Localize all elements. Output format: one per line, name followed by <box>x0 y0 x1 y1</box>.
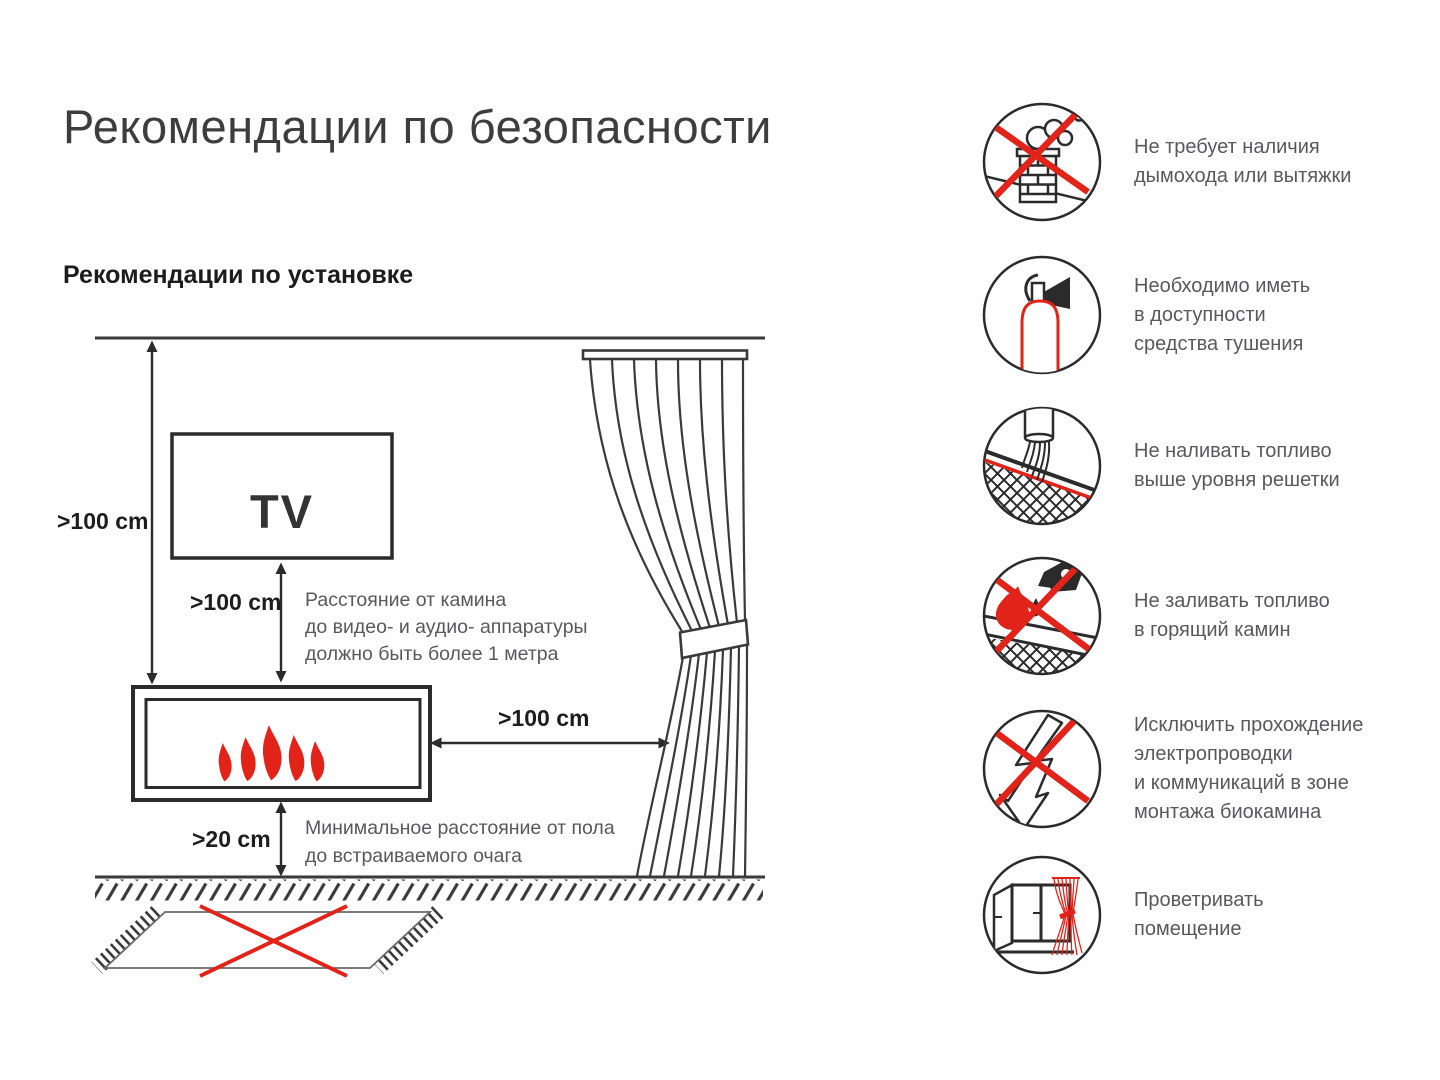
safety-item-no-refuel-burning <box>978 552 1330 680</box>
dimension-arrow-tv <box>276 563 287 683</box>
safety-item-fuel-level <box>978 402 1340 530</box>
dim-label-curtain: >100 cm <box>498 705 590 731</box>
svg-text:Расстояние от камина: Расстояние от камина <box>305 589 507 611</box>
safety-text: Исключить прохождение электропроводки и коммуникаций в зоне монтажа биокамина <box>1134 714 1364 823</box>
page-title: Рекомендации по безопасности <box>63 100 772 153</box>
safety-item-ventilate <box>978 851 1264 979</box>
floor-hatching <box>95 880 763 901</box>
no-wiring-icon <box>978 705 1106 833</box>
svg-text:должно быть более 1 метра: должно быть более 1 метра <box>305 643 559 665</box>
dim-label-floor: >20 cm <box>192 826 271 852</box>
section-title: Рекомендации по установке <box>63 261 414 289</box>
safety-text: Необходимо иметь в доступности средства тушения <box>1134 274 1311 355</box>
safety-text: Проветривать помещение <box>1134 889 1264 940</box>
tv-label: TV <box>249 485 315 538</box>
svg-text:до встраиваемого очага: до встраиваемого очага <box>305 845 523 867</box>
safety-text: Не наливать топливо выше уровня решетки <box>1134 440 1340 491</box>
safety-item-extinguisher <box>978 251 1310 379</box>
fireplace <box>133 687 430 800</box>
floor-note <box>305 817 615 867</box>
ventilate-icon <box>978 851 1106 979</box>
extinguisher-body <box>1022 301 1058 373</box>
no-refuel-burning-icon <box>978 552 1106 680</box>
curtain <box>583 351 748 877</box>
safety-item-no-chimney <box>978 98 1351 226</box>
dimension-arrow-floor <box>276 802 287 877</box>
fuel-level-icon <box>978 402 1106 530</box>
dimension-arrow-curtain <box>430 738 670 749</box>
extinguisher-icon <box>978 251 1106 379</box>
dim-label-tv: >100 cm <box>190 589 282 615</box>
svg-text:до видео- и аудио- аппаратуры: до видео- и аудио- аппаратуры <box>305 616 588 638</box>
tv-note <box>305 589 588 665</box>
no-chimney-icon <box>978 98 1106 226</box>
safety-item-no-wiring <box>978 705 1363 833</box>
dim-label-ceiling: >100 cm <box>57 508 149 534</box>
svg-text:Минимальное расстояние от пола: Минимальное расстояние от пола <box>305 817 615 839</box>
safety-text: Не требует наличия дымохода или вытяжки <box>1134 136 1352 187</box>
safety-text: Не заливать топливо в горящий камин <box>1134 590 1330 641</box>
